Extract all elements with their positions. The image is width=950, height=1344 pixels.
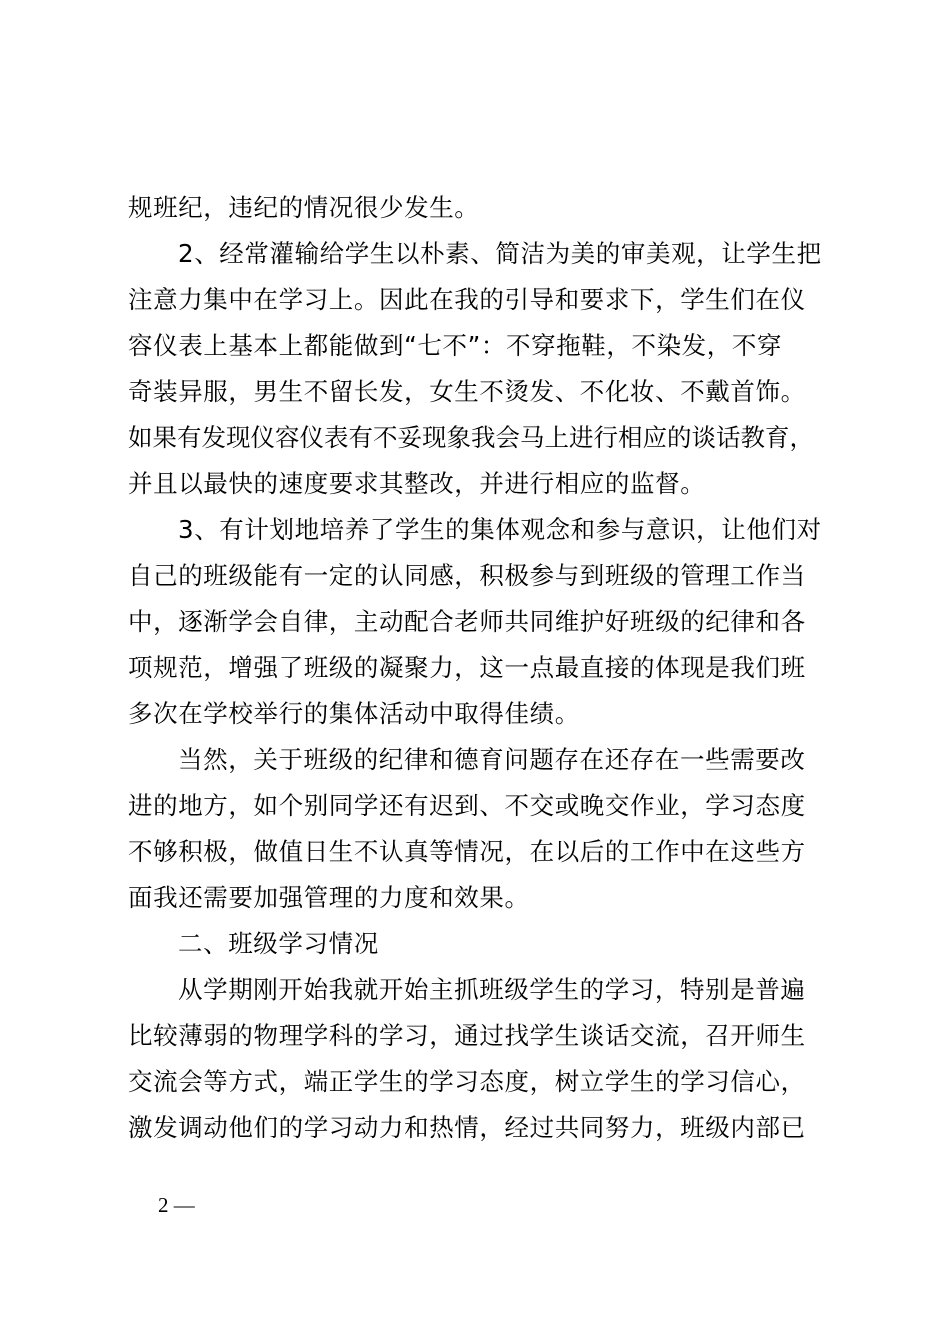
text-line: 交流会等方式，端正学生的学习态度，树立学生的学习信心， [128, 1067, 806, 1096]
text-line: 面我还需要加强管理的力度和效果。 [128, 883, 530, 912]
text-line: 进的地方，如个别同学还有迟到、不交或晚交作业，学习态度 [128, 791, 806, 820]
text-line: 奇装异服，男生不留长发，女生不烫发、不化妆、不戴首饰。 [128, 377, 806, 406]
text-line: 规班纪，违纪的情况很少发生。 [128, 193, 480, 222]
page-number: 2 — [158, 1193, 195, 1217]
text-line: 3、有计划地培养了学生的集体观念和参与意识，让他们对 [178, 515, 822, 544]
text-line: 不够积极，做值日生不认真等情况，在以后的工作中在这些方 [128, 837, 806, 866]
text-line: 激发调动他们的学习动力和热情，经过共同努力，班级内部已 [128, 1113, 806, 1142]
text-line: 项规范，增强了班级的凝聚力，这一点最直接的体现是我们班 [128, 653, 806, 682]
text-line: 2、经常灌输给学生以朴素、简洁为美的审美观，让学生把 [178, 239, 822, 268]
text-line: 当然，关于班级的纪律和德育问题存在还存在一些需要改 [178, 745, 806, 774]
text-line: 从学期刚开始我就开始主抓班级学生的学习，特别是普遍 [178, 975, 806, 1004]
text-line: 中，逐渐学会自律，主动配合老师共同维护好班级的纪律和各 [128, 607, 806, 636]
text-line: 自己的班级能有一定的认同感，积极参与到班级的管理工作当 [128, 561, 806, 590]
text-line: 比较薄弱的物理学科的学习，通过找学生谈话交流，召开师生 [128, 1021, 806, 1050]
text-line: 多次在学校举行的集体活动中取得佳绩。 [128, 699, 580, 728]
text-line: 如果有发现仪容仪表有不妥现象我会马上进行相应的谈话教育， [128, 423, 814, 452]
text-line: 并且以最快的速度要求其整改，并进行相应的监督。 [128, 469, 706, 498]
section-heading: 二、班级学习情况 [178, 929, 379, 958]
text-line: 注意力集中在学习上。因此在我的引导和要求下，学生们在仪 [128, 285, 806, 314]
text-line: 容仪表上基本上都能做到“七不”：不穿拖鞋，不染发，不穿 [128, 331, 783, 360]
